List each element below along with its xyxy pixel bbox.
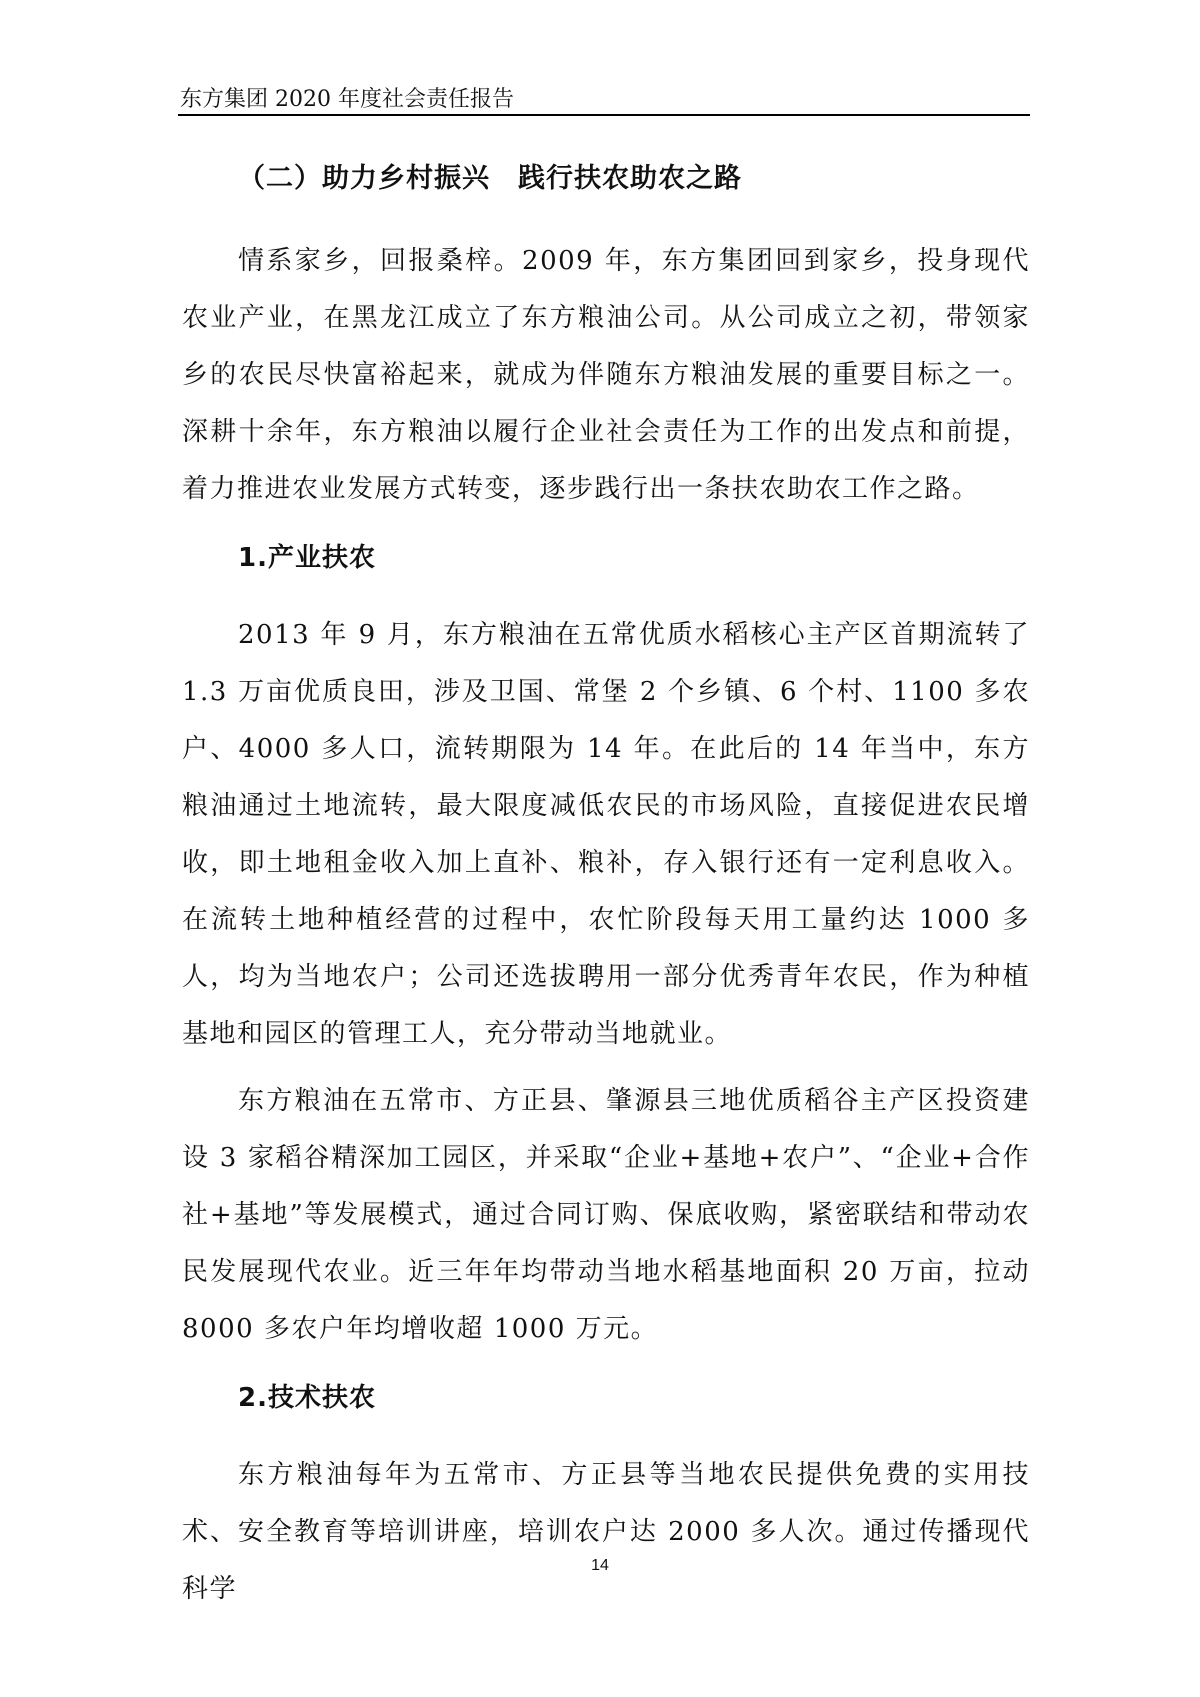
section-title: （二）助力乡村振兴 践行扶农助农之路 bbox=[238, 163, 742, 194]
document-body bbox=[182, 150, 1030, 1628]
industry-paragraph-2: 东方粮油在五常市、方正县、肇源县三地优质稻谷主产区投资建设 3 家稻谷精深加工园区，并采取“企业+基地+农户”、“企业+合作社+基地”等发展模式，通过合同订购、保底收购，紧密联结和带动农民发展现代农业。近三年年均带动当地水稻基地面积 20 万亩，拉动 8000 多农户年均增收超 1000 万元。 bbox=[182, 1086, 1030, 1344]
report-header-title: 东方集团 2020 年度社会责任报告 bbox=[180, 87, 514, 112]
page-number: 14 bbox=[591, 1557, 609, 1574]
header-divider bbox=[178, 114, 1030, 116]
technology-paragraph-1: 东方粮油每年为五常市、方正县等当地农民提供免费的实用技术、安全教育等培训讲座，培训农户达 2000 多人次。通过传播现代科学 bbox=[182, 1460, 1030, 1604]
subsection-title-industry: 1.产业扶农 bbox=[238, 543, 376, 573]
industry-paragraph-1: 2013 年 9 月，东方粮油在五常优质水稻核心主产区首期流转了 1.3 万亩优质良田，涉及卫国、常堡 2 个乡镇、6 个村、1100 多农户、4000 多人口，流转期限为 14 年。在此后的 14 年当中，东方粮油通过土地流转，最大限度减低农民的市场风险，直接促进农民增收，即土地租金收入加上直补、粮补，存入银行还有一定利息收入。在流转土地种植经营的过程中，农忙阶段每天用工量约达 1000 多人，均为当地农户；公司还选拔聘用一部分优秀青年农民，作为种植基地和园区的管理工人，充分带动当地就业。 bbox=[182, 620, 1030, 1049]
subsection-title-technology: 2.技术扶农 bbox=[238, 1383, 376, 1413]
section-intro-paragraph: 情系家乡，回报桑梓。2009 年，东方集团回到家乡，投身现代农业产业，在黑龙江成立了东方粮油公司。从公司成立之初，带领家乡的农民尽快富裕起来，就成为伴随东方粮油发展的重要目标之一。深耕十余年，东方粮油以履行企业社会责任为工作的出发点和前提，着力推进农业发展方式转变，逐步践行出一条扶农助农工作之路。 bbox=[182, 246, 1030, 504]
